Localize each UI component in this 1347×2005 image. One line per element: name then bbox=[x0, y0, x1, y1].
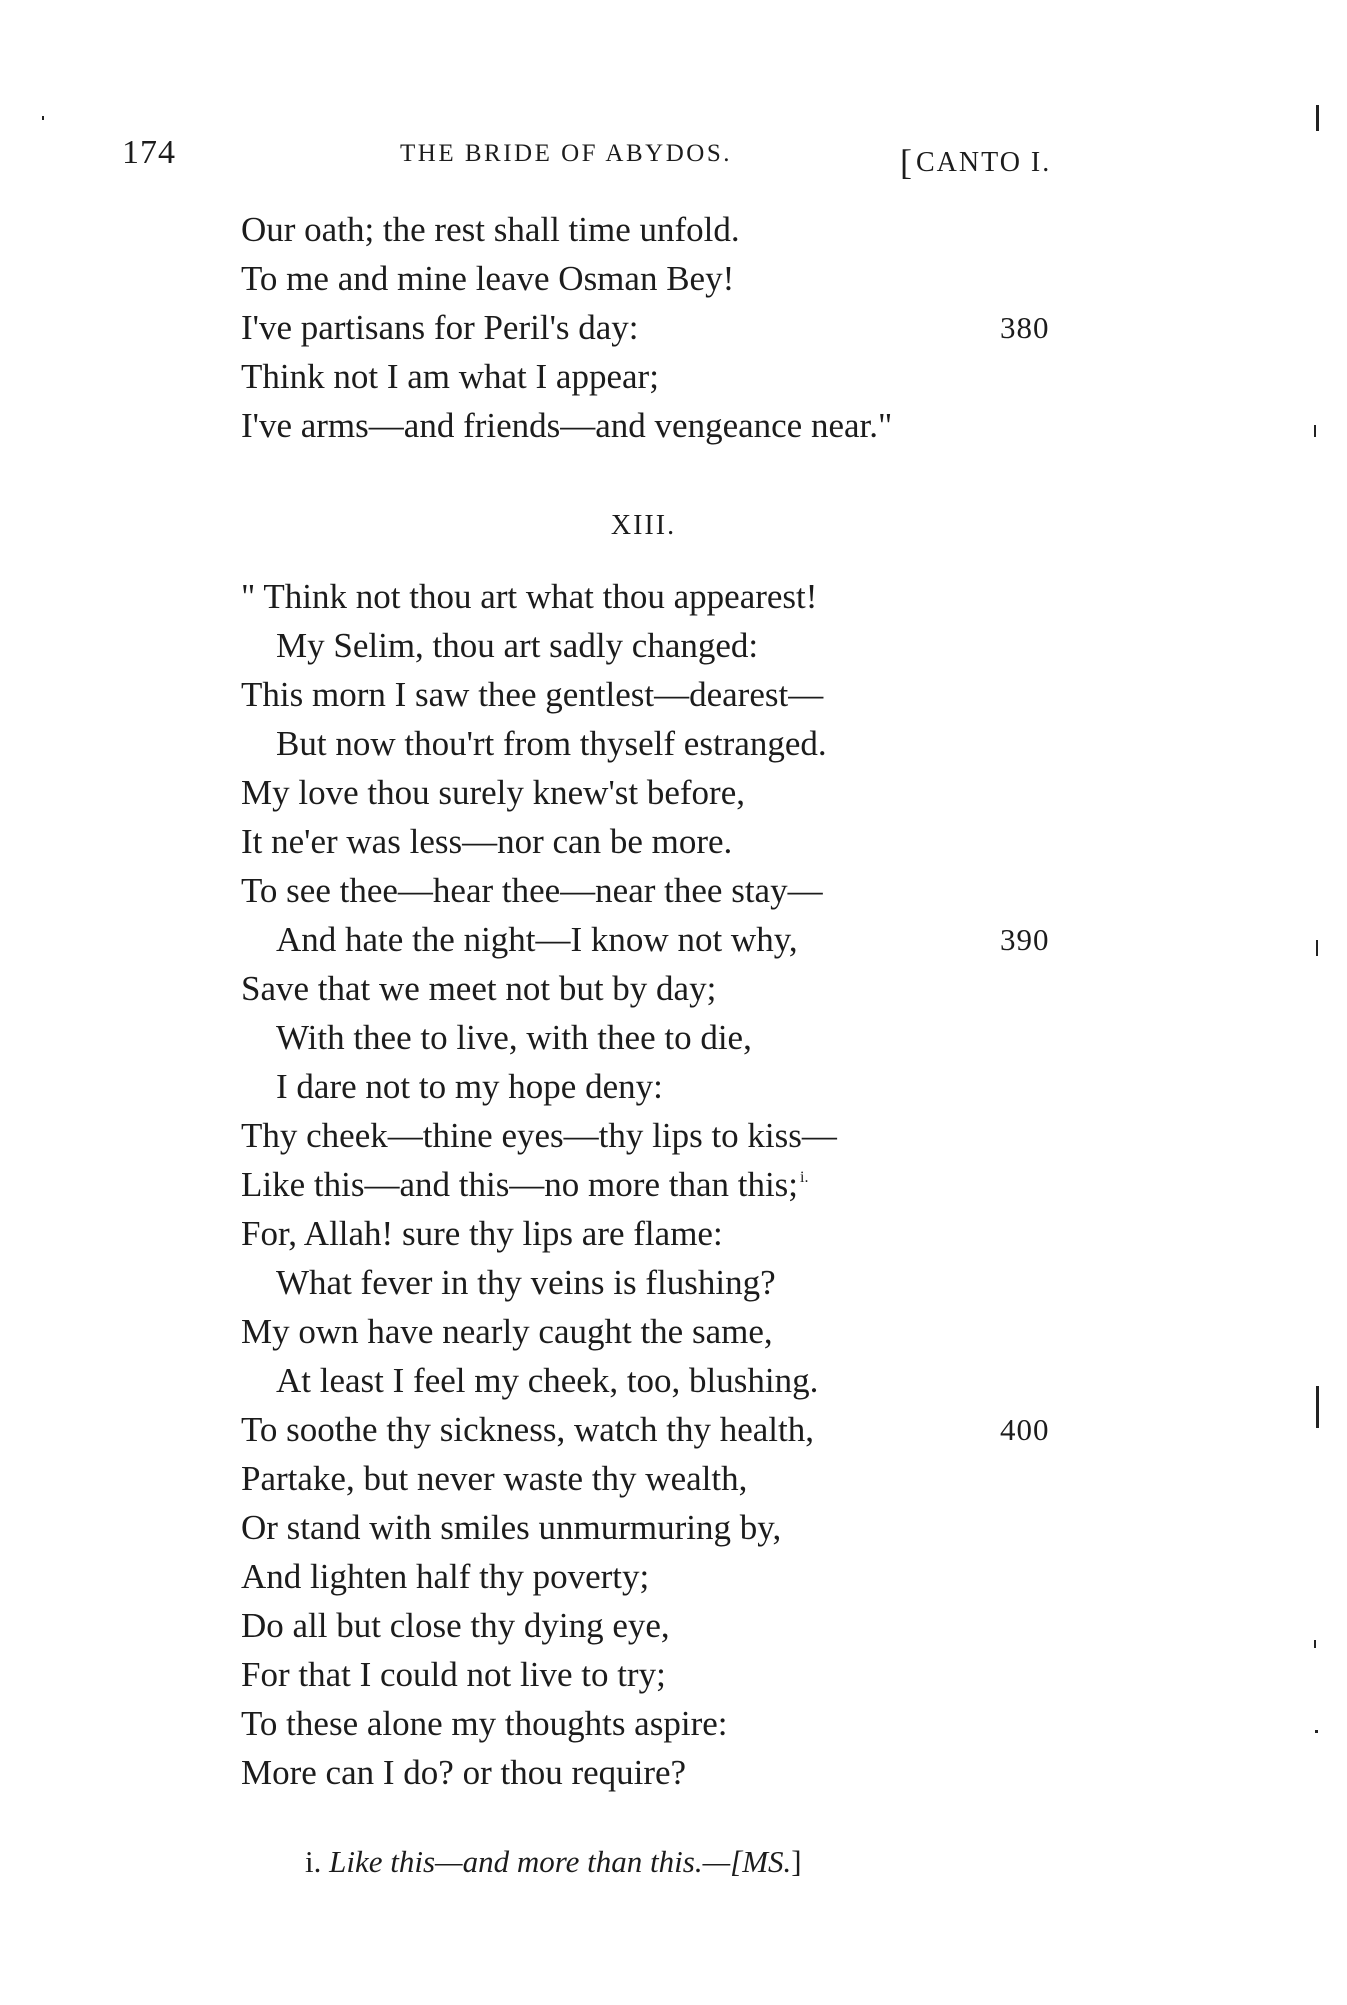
page-header bbox=[110, 126, 1070, 182]
footnote bbox=[305, 1844, 802, 1880]
verse-line: For, Allah! sure thy lips are flame: bbox=[241, 1214, 723, 1253]
verse-line: Partake, but never waste thy wealth, bbox=[241, 1459, 748, 1498]
scan-mark bbox=[42, 116, 44, 120]
footnote-label: i. bbox=[305, 1844, 322, 1879]
verse-line: More can I do? or thou require? bbox=[241, 1753, 687, 1792]
verse-line: My own have nearly caught the same, bbox=[241, 1312, 773, 1351]
scan-mark bbox=[1315, 1730, 1318, 1733]
scan-mark bbox=[1316, 940, 1318, 956]
verse-line: My Selim, thou art sadly changed: bbox=[276, 626, 759, 665]
canto-bracket: [ bbox=[900, 142, 914, 182]
verse-line: To soothe thy sickness, watch thy health, 400 bbox=[0, 1405, 1347, 1455]
scan-mark bbox=[1316, 1386, 1319, 1428]
verse-line: Thy cheek—thine eyes—thy lips to kiss— bbox=[241, 1116, 837, 1155]
verse-line: I've partisans for Peril's day: 380 bbox=[0, 303, 1347, 353]
verse-line: Do all but close thy dying eye, bbox=[241, 1606, 670, 1645]
scan-mark bbox=[1314, 425, 1316, 437]
verse-line: Or stand with smiles unmurmuring by, bbox=[241, 1508, 782, 1547]
verse-line: What fever in thy veins is flushing? bbox=[276, 1263, 776, 1302]
verse-line: And hate the night—I know not why, 390 bbox=[0, 915, 1347, 965]
verse-line: Save that we meet not but by day; bbox=[241, 969, 717, 1008]
verse-line: Like this—and this—no more than this; $^{i.}$ bbox=[241, 1165, 809, 1204]
verse-line: My love thou surely knew'st before, bbox=[241, 773, 745, 812]
verse-line: At least I feel my cheek, too, blushing. bbox=[276, 1361, 819, 1400]
verse-line: With thee to live, with thee to die, bbox=[276, 1018, 752, 1057]
verse-line: To see thee—hear thee—near thee stay— bbox=[241, 871, 823, 910]
line-number: 400 bbox=[1000, 1412, 1050, 1447]
verse-line: Our oath; the rest shall time unfold. bbox=[241, 210, 740, 249]
verse-line: I dare not to my hope deny: bbox=[276, 1067, 663, 1106]
footnote-close: ] bbox=[791, 1844, 802, 1879]
line-number: 380 bbox=[1000, 310, 1050, 345]
verse-line: It ne'er was less—nor can be more. bbox=[241, 822, 733, 861]
verse-line: This morn I saw thee gentlest—dearest— bbox=[241, 675, 824, 714]
verse-line: For that I could not live to try; bbox=[241, 1655, 666, 1694]
verse-line: " Think not thou art what thou appearest! bbox=[241, 577, 818, 616]
line-number: 390 bbox=[1000, 922, 1050, 957]
page-number: 174 bbox=[122, 134, 176, 171]
footnote-text: Like this—and more than this.—[ bbox=[329, 1844, 743, 1879]
verse-line: And lighten half thy poverty; bbox=[241, 1557, 650, 1596]
scan-mark bbox=[1314, 1640, 1316, 1648]
footnote-ms: MS. bbox=[742, 1844, 792, 1879]
verse-line: To me and mine leave Osman Bey! bbox=[241, 259, 735, 298]
running-title: THE BRIDE OF ABYDOS. bbox=[400, 140, 732, 167]
verse-line: Think not I am what I appear; bbox=[241, 357, 659, 396]
verse-line: To these alone my thoughts aspire: bbox=[241, 1704, 728, 1743]
canto-text: CANTO I. bbox=[916, 147, 1052, 178]
verse-line: I've arms—and friends—and vengeance near." bbox=[241, 406, 893, 445]
scan-mark bbox=[1316, 105, 1319, 131]
section-heading: XIII. bbox=[610, 510, 677, 541]
footnote-marker: i. bbox=[800, 1169, 809, 1186]
verse-line: But now thou'rt from thyself estranged. bbox=[276, 724, 827, 763]
canto-label bbox=[900, 138, 1051, 180]
